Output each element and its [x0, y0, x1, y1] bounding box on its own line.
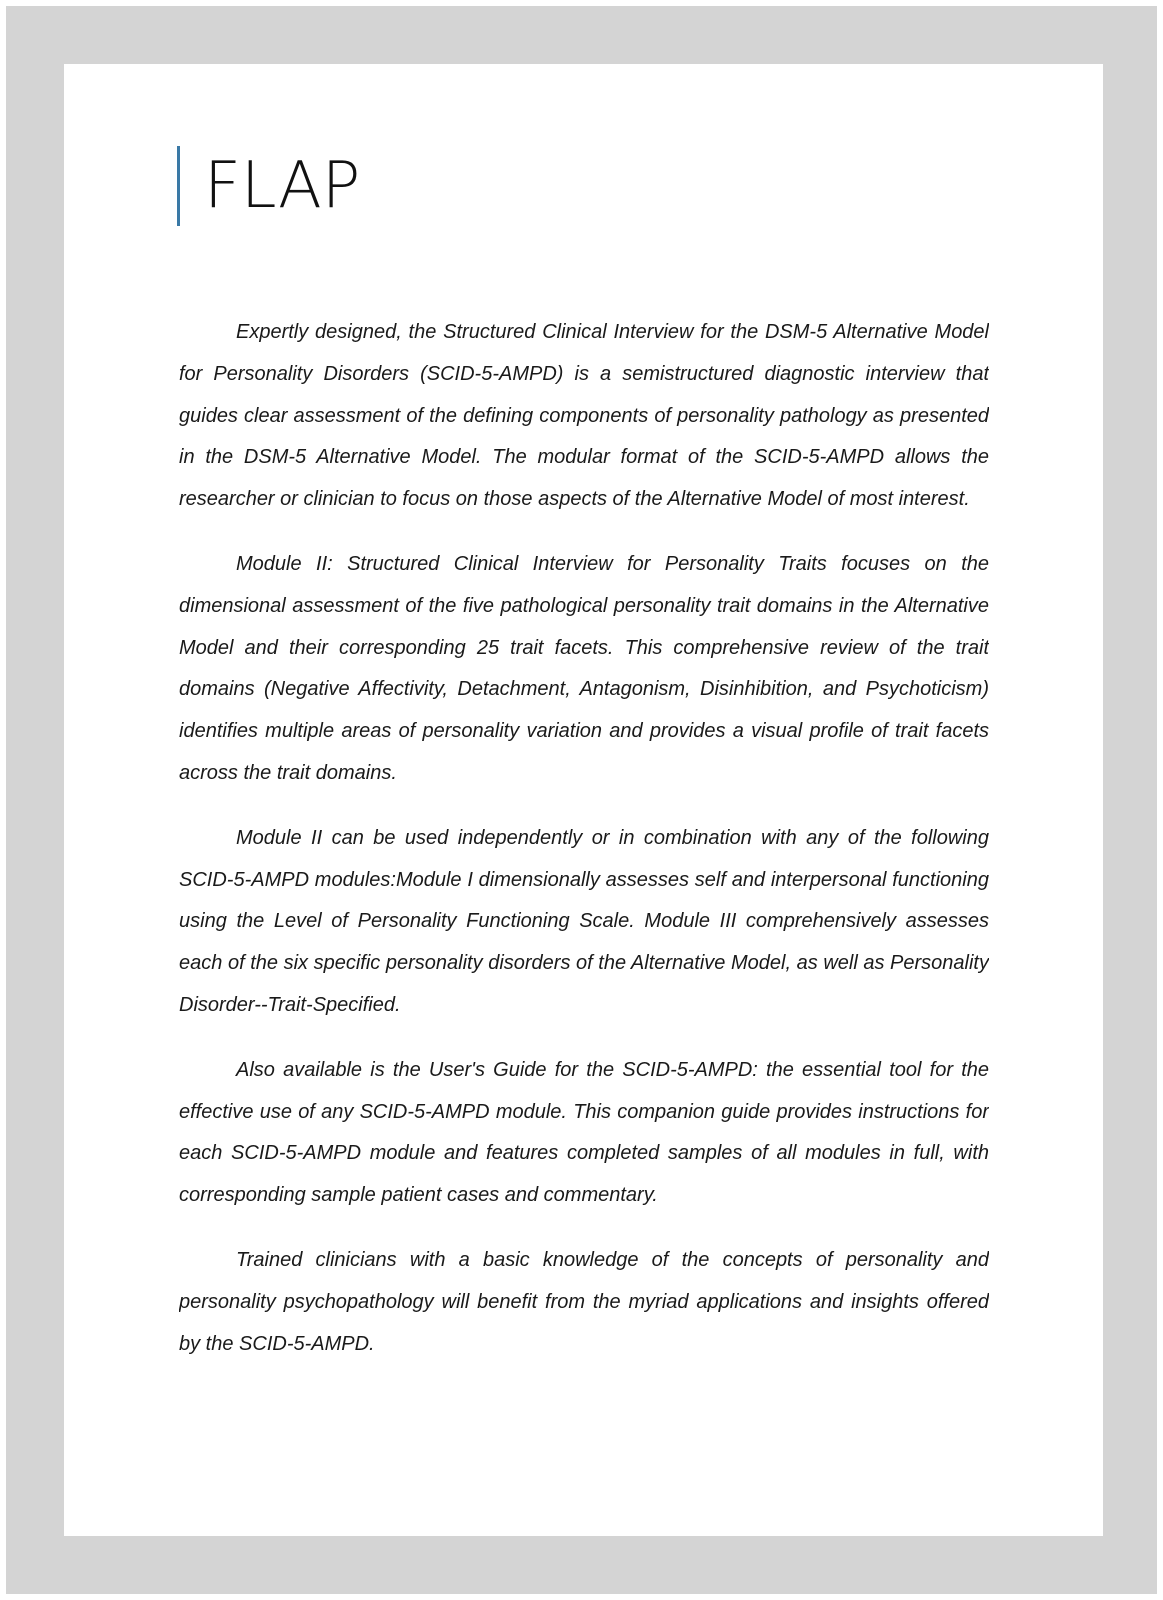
document-viewer [6, 6, 1157, 1594]
paragraph-intro: Expertly designed, the Structured Clinical Interview for the DSM-5 Alternative Model for Personality Disorders (SCID-5-AMPD) is a semistructured diagnostic interview that guides clear assessment of the defining components of personality pathology as presented in the DSM-5 Alternative Model. The modular format of the SCID-5-AMPD allows the researcher or clinician to focus on those aspects of the Alternative Model of most interest. [179, 321, 989, 511]
paragraph-combination: Module II can be used independently or in combination with any of the following SCID-5-AMPD modules:Module I dimensionally assesses self and interpersonal functioning using the Level of Personality Functioning Scale. Module III comprehensively assesses each of the six specific personality disorders of the Alternative Model, as well as Personality Disorder--Trait-Specified. [179, 826, 989, 1016]
paragraph-users-guide: Also available is the User's Guide for the SCID-5-AMPD: the essential tool for the effective use of any SCID-5-AMPD module. This companion guide provides instructions for each SCID-5-AMPD module and features completed samples of all modules in full, with corresponding sample patient cases and commentary. [179, 1058, 989, 1207]
page-title: FLAP [204, 149, 361, 223]
paragraph-audience: Trained clinicians with a basic knowledge of the concepts of personality and personality psychopathology will benefit from the myriad applications and insights offered by the SCID-5-AMPD. [179, 1248, 989, 1355]
title-block [177, 146, 360, 226]
paragraph-module-ii: Module II: Structured Clinical Interview for Personality Traits focuses on the dimensional assessment of the five pathological personality trait domains in the Alternative Model and their corresponding 25 trait facets. This comprehensive review of the trait domains (Negative Affectivity, Detachment, Antagonism, Disinhibition, and Psychoticism) identifies multiple areas of personality variation and provides a visual profile of trait facets across the trait domains. [179, 552, 989, 784]
document-page [64, 64, 1103, 1536]
flap-body [179, 312, 989, 1365]
